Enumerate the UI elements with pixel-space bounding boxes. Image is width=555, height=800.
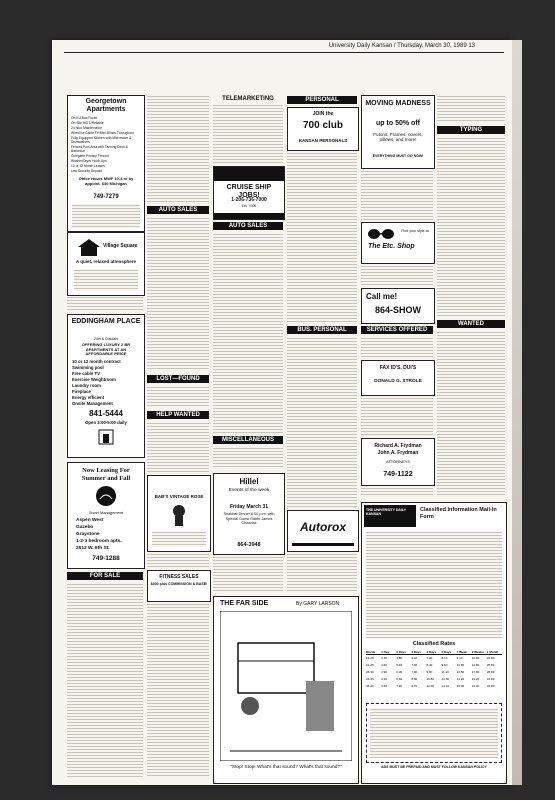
column3-listings-top — [213, 233, 283, 433]
fitness-sales-ad — [147, 570, 211, 602]
dress-form-icon — [170, 504, 188, 528]
rates-body — [366, 655, 502, 690]
policy-text — [366, 531, 502, 639]
eddingham-bullet: 10 or 12 month contract — [72, 359, 121, 364]
village-body — [74, 269, 138, 291]
rates-cell: 14.80 — [471, 663, 480, 667]
hillel-event: Friday March 31 — [229, 504, 269, 510]
rates-header-cell: 5 Days — [441, 650, 452, 654]
comic-illustration — [220, 611, 352, 761]
etc-shop-ad — [361, 222, 435, 264]
rates-cell: 3.30 — [381, 656, 387, 660]
auto-sales-listings — [147, 217, 209, 371]
classified-mail-in-form — [361, 502, 507, 784]
lawyer-name2: John A. Frydman — [377, 450, 419, 456]
column6-listings-top — [437, 95, 505, 123]
babs-vintage-rose-ad — [147, 475, 211, 552]
services-listings — [361, 337, 433, 357]
rates-table — [366, 650, 502, 698]
hillel-detail: Shabbat Dinner 6:00 p.m. with Special Guest Rabbi James Chasdak — [223, 512, 275, 526]
lost-found-listings — [147, 386, 209, 408]
eddingham-bullet: Exercise Weightroom — [72, 377, 116, 382]
rates-cell: 9.70 — [411, 684, 418, 688]
moving-title: MOVING MADNESS — [365, 100, 431, 107]
rates-cell: 17.00 — [471, 670, 480, 674]
hillel-ad — [213, 473, 285, 555]
section-header-typing: TYPING — [437, 126, 505, 134]
eddingham-bullet: Laundry room — [72, 383, 101, 388]
rates-header-cell: 4 Days — [426, 650, 437, 654]
rates-cell: 26-30 — [366, 670, 374, 674]
club-name: 700 club — [302, 120, 344, 131]
rates-cell: 12.00 — [426, 684, 434, 688]
services-listings-2 — [361, 397, 433, 435]
club-join: JOIN the — [312, 111, 334, 117]
cruise-phone: 1-206-736-7000 — [231, 197, 267, 203]
eddingham-title: EDDINGHAM PLACE — [71, 318, 141, 325]
etc-title: The Etc. Shop — [368, 243, 415, 250]
babs-body — [152, 531, 206, 547]
rates-cell: 5.40 — [396, 663, 403, 667]
running-header: University Daily Kansan / Thursday, March 30, 1989 13 — [328, 43, 475, 49]
rates-cell: 34.80 — [486, 684, 495, 688]
swan-title: Now Leasing For Summer and Fall — [81, 467, 131, 482]
section-header-wanted: WANTED — [437, 320, 505, 328]
rates-row — [366, 683, 502, 690]
callme-title: Call me! — [366, 292, 398, 301]
rates-cell: 21.40 — [471, 684, 480, 688]
700-club-ad — [287, 107, 359, 151]
georgetown-bullet: 10 or 12 Month Leases — [71, 164, 105, 168]
lawyer-firm: ATTORNEYS — [385, 459, 411, 464]
bus-personal-listings — [287, 337, 357, 507]
rates-heading: Classified Rates — [412, 641, 456, 647]
wanted-listings — [437, 331, 505, 497]
dui-lawyer-ad — [361, 360, 435, 396]
moving-off: up to 50% off — [376, 120, 420, 127]
cruise-jobs-ad — [213, 166, 285, 220]
rates-cell: 16-20 — [366, 656, 374, 660]
rates-cell: 21-25 — [366, 663, 374, 667]
rates-cell: 4.20 — [381, 677, 387, 681]
lawyer-phone: 749-1122 — [383, 471, 413, 478]
eddingham-offer: OFFERING LUXURY 2 BR APARTMENTS AT AN AFFORDABLE PRICE — [81, 342, 131, 357]
eddingham-ad — [67, 314, 145, 458]
georgetown-bullet: Wired for Cable TV/Mini-Blinds Throughout — [71, 131, 134, 135]
georgetown-phone: 749-7279 — [93, 194, 119, 200]
rates-cell: 6.60 — [396, 677, 403, 681]
moving-madness-ad — [361, 95, 435, 169]
rates-cell: 14.10 — [441, 684, 450, 688]
rates-cell: 7.20 — [426, 656, 433, 660]
rates-header-cell: 3 Days — [411, 650, 422, 654]
telemarketing-ad: TELEMARKETING — [222, 96, 274, 102]
rates-row — [366, 655, 502, 662]
rates-cell: 12.60 — [471, 656, 480, 660]
section-header-help-wanted: HELP WANTED — [147, 411, 209, 419]
rates-cell: 12.60 — [441, 677, 450, 681]
section-header-auto-sales: AUTO SALES — [147, 206, 209, 214]
rates-cell: 7.20 — [396, 684, 403, 688]
georgetown-bullet: Washer/Dryer Hook-Ups — [71, 159, 107, 163]
section-header-misc-top: AUTO SALES — [213, 222, 283, 230]
section-header-services-offered: SERVICES OFFERED — [361, 326, 433, 334]
eddingham-phone: 841-5444 — [89, 409, 123, 418]
comic-author: By GARY LARSON — [296, 601, 340, 607]
moving-items: Futons, Frames, covers, pillows, and more! — [373, 132, 423, 143]
section-header-personal: PERSONAL — [287, 96, 357, 104]
rates-row — [366, 669, 502, 676]
column4-listings-bottom — [287, 553, 357, 591]
mail-order-form — [366, 703, 502, 763]
column5-listings-mid — [361, 265, 433, 285]
georgetown-bullet: Complete Privacy Fenced — [71, 154, 109, 158]
georgetown-bullet: Low Security Deposit — [71, 169, 102, 173]
village-tagline: A quiet, relaxed atmosphere — [75, 259, 137, 264]
rates-cell: 8.80 — [411, 677, 418, 681]
rates-header-cell: 2 Weeks — [471, 650, 484, 654]
swan-logo-icon — [91, 485, 121, 507]
for-sale-listings — [67, 583, 143, 778]
column2-classifieds-bottom — [147, 603, 209, 778]
etc-tagline: Find your style at — [401, 229, 429, 233]
rates-cell: 15.90 — [456, 684, 465, 688]
rates-header-cell: 1 Week — [456, 650, 467, 654]
typing-listings — [437, 137, 505, 317]
eddingham-hours: Open 3:00-5:00 daily — [85, 420, 127, 425]
header-rule — [64, 52, 504, 53]
georgetown-ad — [67, 95, 145, 232]
rates-cell: 9.60 — [441, 663, 448, 667]
rates-cell: 7.90 — [411, 670, 418, 674]
rates-header-cell: Words — [366, 650, 376, 654]
section-header-for-sale: FOR SALE — [67, 572, 143, 580]
rates-cell: 22.80 — [486, 656, 495, 660]
comic-caption: "Stop! Stop! What's that sound? What's that sound?" — [230, 765, 342, 770]
column1-classifieds — [67, 296, 143, 312]
rates-cell: 6.00 — [396, 670, 403, 674]
comic-title: THE FAR SIDE — [220, 600, 269, 607]
georgetown-bullet: 24 hour Maintenance — [71, 126, 102, 130]
dui-title: FAX ID'S, DUI'S — [379, 365, 417, 371]
swan-name: Swan Management — [88, 510, 124, 515]
swan-bullet: 1-2-3 bedroom apts. — [76, 539, 122, 544]
mailin-paper: THE UNIVERSITY DAILY KANSAN — [366, 508, 407, 516]
rates-cell: 4.50 — [381, 684, 387, 688]
autorox-ad — [287, 510, 359, 552]
georgetown-bullet: On Site MGT./Reliable — [71, 121, 104, 125]
rates-row — [366, 676, 502, 683]
eddingham-bullet: Onsite Management — [72, 401, 113, 406]
column3-listings-bottom — [213, 556, 283, 591]
rates-cell: 7.00 — [411, 663, 418, 667]
rates-cell: 10.80 — [456, 663, 465, 667]
rates-cell: 9.10 — [456, 656, 463, 660]
moving-note: EVERYTHING MUST GO NOW! — [372, 154, 424, 158]
column2-classifieds-mid — [147, 553, 209, 567]
rates-cell: 19.20 — [471, 677, 480, 681]
help-wanted-listings — [147, 422, 209, 472]
hillel-phone: 864-3948 — [237, 542, 261, 548]
dui-name: DONALD G. STROLE — [374, 379, 422, 384]
column5-listings-bottom — [361, 487, 433, 497]
georgetown-bullet: On KU Bus Route — [71, 116, 98, 120]
swan-phone: 749-1288 — [92, 555, 120, 562]
column2-classifieds-top — [147, 95, 209, 203]
eddingham-bullet: Swimming pool — [72, 365, 104, 370]
rates-cell: 6.10 — [411, 656, 418, 660]
fitness-pay: $400 plus COMMISSION & BASE! — [150, 582, 208, 586]
swan-bullet: Gazebo — [76, 525, 94, 530]
rates-cell: 10.80 — [426, 677, 434, 681]
fitness-title: FITNESS SALES — [159, 574, 199, 580]
hillel-title: Hillel — [239, 477, 259, 486]
rates-header-cell: 1 Month — [486, 650, 499, 654]
rates-cell: 3.90 — [381, 670, 387, 674]
village-square-ad — [67, 232, 145, 296]
swan-bullet: 2512 W. 6th St. — [76, 546, 110, 551]
miscellaneous-listings — [213, 447, 283, 469]
section-header-miscellaneous: MISCELLANEOUS — [213, 436, 283, 444]
cruise-ext: Ext. 7006 — [241, 204, 257, 208]
mailin-footer: ADS MUST BE PREPAID AND MUST FOLLOW KANSAN POLICY — [381, 765, 487, 769]
building-logo-icon — [98, 429, 114, 445]
rates-cell: 14.20 — [456, 677, 465, 681]
rates-cell: 4.80 — [396, 656, 403, 660]
cruise-headline: CRUISE SHIP JOBS! — [226, 184, 272, 199]
section-header-bus-personal: BUS. PERSONAL — [287, 326, 357, 334]
lawyer-name: Richard A. Frydman — [374, 443, 422, 449]
call-me-ad — [361, 288, 435, 324]
eddingham-bullet: Energy efficient — [72, 395, 105, 400]
rates-cell: 3.60 — [381, 663, 387, 667]
swan-management-ad — [67, 462, 145, 569]
telemarketing-body — [213, 104, 283, 164]
rates-cell: 25.80 — [486, 663, 495, 667]
page-edge — [512, 40, 522, 785]
sunglasses-icon — [366, 228, 396, 240]
georgetown-office: Office Hours MWF 10-4 or by appoint. 630 Michigan — [78, 176, 134, 186]
rates-cell: 28.80 — [486, 670, 495, 674]
section-header-lost-found: LOST—FOUND — [147, 375, 209, 383]
swan-bullet: Graystone — [76, 532, 100, 537]
column5-listings-top — [361, 170, 433, 220]
georgetown-title: Georgetown Apartments — [85, 98, 127, 113]
rates-cell: 9.60 — [426, 670, 433, 674]
rates-row — [366, 662, 502, 669]
frydman-attorneys-ad — [361, 438, 435, 486]
callme-phone: 864-SHOW — [374, 305, 421, 315]
babs-title: BAB'S VINTAGE ROSE — [154, 494, 204, 499]
rates-cell: 31-35 — [366, 677, 374, 681]
club-sub: KANSAN PERSONALS — [298, 138, 348, 143]
eddingham-bullet: Free cable TV — [72, 371, 100, 376]
rates-header-cell: 1 Day — [381, 650, 390, 654]
rates-cell: 36-40 — [366, 684, 374, 688]
rates-header-cell: 2 Days — [396, 650, 406, 654]
house-icon — [76, 237, 102, 257]
rates-cell: 8.10 — [441, 656, 448, 660]
rates-cell: 8.40 — [426, 663, 433, 667]
georgetown-bullet: Fenced Pool Area with Tanning Deck & Barbecue — [71, 145, 128, 153]
georgetown-bullet: Fully Equipped Kitchen with Microwave & Dishwashers — [71, 136, 132, 144]
far-side-comic — [213, 596, 359, 784]
personal-listings — [287, 152, 357, 324]
autorox-logo: Autorox — [300, 520, 346, 534]
mailin-title: Classified Information Mail-In Form — [420, 507, 497, 520]
swan-bullet: Aspen West — [76, 518, 104, 523]
hillel-sub: Events of the week — [228, 488, 270, 493]
georgetown-fineprint — [72, 204, 140, 228]
village-name: Village Square — [103, 243, 138, 249]
rates-cell: 12.50 — [456, 670, 465, 674]
eddingham-bullet: Fireplace — [72, 389, 91, 394]
rates-cell: 11.10 — [441, 670, 449, 674]
eddingham-address: 24th & Ousdahl — [93, 337, 119, 341]
order-form-lines[interactable] — [370, 708, 498, 758]
rates-cell: 31.80 — [486, 677, 495, 681]
